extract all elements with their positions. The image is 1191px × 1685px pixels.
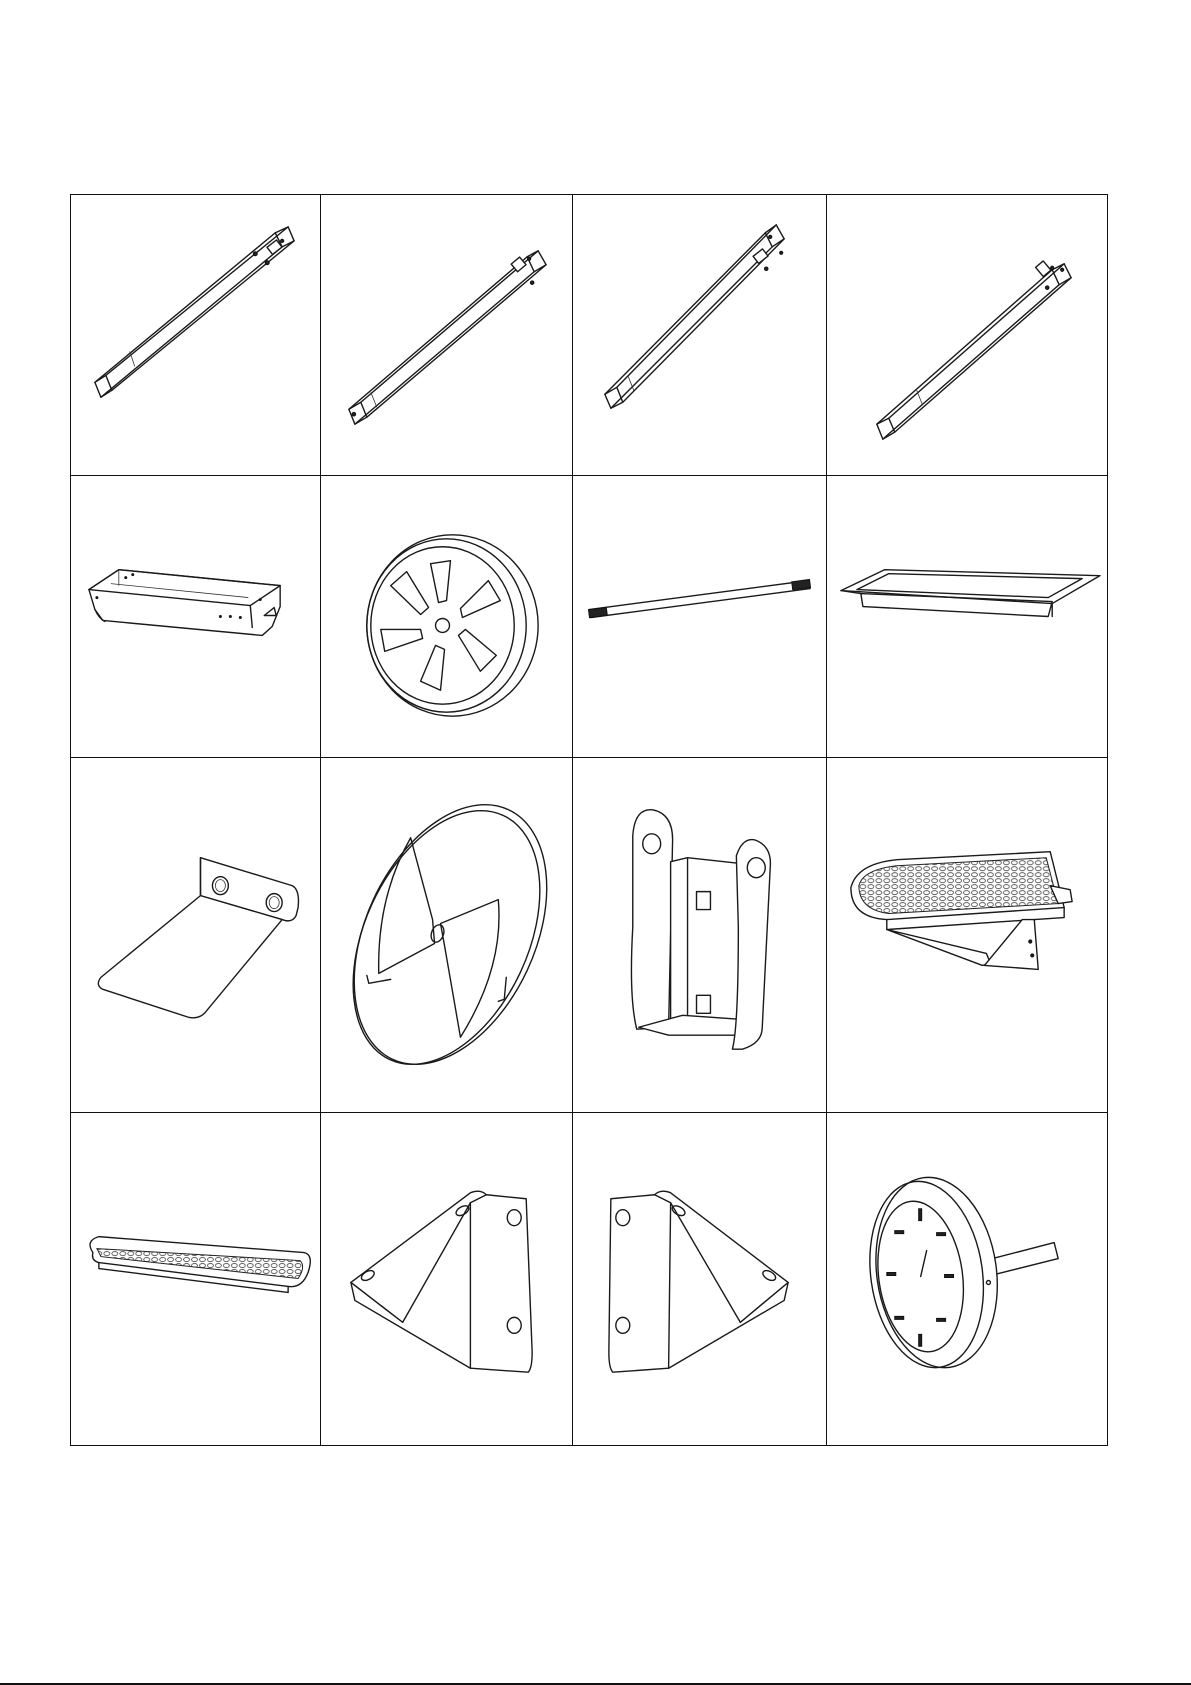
mesh-front-shelf-icon (71, 1113, 320, 1445)
gusset-bracket-left-icon (321, 1113, 572, 1445)
bent-plate-bracket-icon (71, 758, 320, 1112)
parts-grid (70, 194, 1108, 1446)
part-cell-2-4 (827, 476, 1108, 758)
vented-wheel-icon (321, 476, 572, 757)
temperature-gauge-icon (827, 1113, 1107, 1445)
threaded-axle-rod-icon (573, 476, 826, 757)
parts-row-3 (71, 758, 1108, 1113)
part-cell-4-1 (71, 1113, 321, 1446)
part-cell-4-3 (573, 1113, 827, 1446)
part-cell-4-4 (827, 1113, 1108, 1446)
part-cell-1-4 (827, 195, 1108, 476)
part-cell-2-1 (71, 476, 321, 758)
part-cell-3-1 (71, 758, 321, 1113)
hinge-clevis-bracket-icon (573, 758, 826, 1112)
parts-row-4 (71, 1113, 1108, 1446)
square-tube-leg-icon (573, 195, 826, 475)
part-cell-1-2 (321, 195, 573, 476)
square-tube-leg-icon (71, 195, 320, 475)
part-cell-1-3 (573, 195, 827, 476)
square-tube-leg-icon (827, 195, 1107, 475)
part-cell-3-2 (321, 758, 573, 1113)
square-tube-leg-icon (321, 195, 572, 475)
part-cell-1-1 (71, 195, 321, 476)
trough-housing-icon (71, 476, 320, 757)
part-cell-3-4 (827, 758, 1108, 1113)
damper-disc-icon (321, 758, 572, 1112)
flat-tray-icon (827, 476, 1107, 757)
part-cell-2-3 (573, 476, 827, 758)
parts-row-1 (71, 195, 1108, 476)
mesh-side-shelf-icon (827, 758, 1107, 1112)
part-cell-2-2 (321, 476, 573, 758)
parts-row-2 (71, 476, 1108, 758)
gusset-bracket-right-icon (573, 1113, 826, 1445)
part-cell-3-3 (573, 758, 827, 1113)
part-cell-4-2 (321, 1113, 573, 1446)
